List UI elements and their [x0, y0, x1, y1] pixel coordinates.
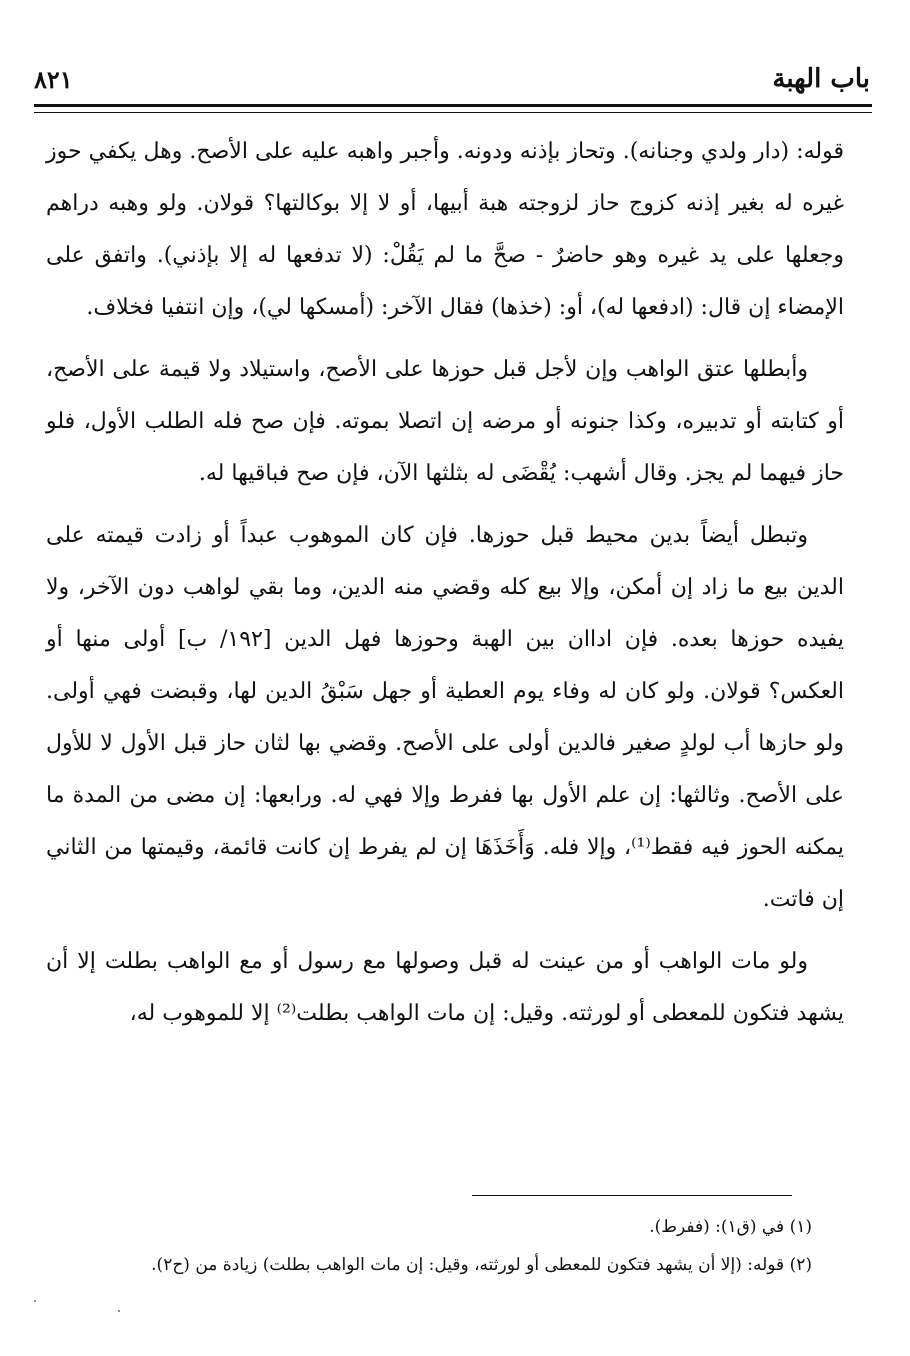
main-text — [46, 126, 844, 1050]
scan-speck — [118, 1310, 120, 1312]
footnote: (٢) قوله: (إلا أن يشهد فتكون للمعطى أو لورثته، وقيل: إن مات الواهب بطلت) زيادة من (ح٢). — [151, 1255, 812, 1275]
header-rule-thin — [34, 112, 872, 113]
paragraph: قوله: (دار ولدي وجنانه). وتحاز بإذنه ودونه. وأجبر واهبه عليه على الأصح. وهل يكفي حوز غيره له بغير إذنه كزوج حاز لزوجته هبة أبيها، أو لا إلا بوكالتها؟ قولان. ولو وهبه دراهم وجعلها على يد غيره وهو حاضرٌ - صحَّ ما لم يَقُلْ: (لا تدفعها له إلا بإذني). واتفق على الإمضاء إن قال: (ادفعها له)، أو: (خذها) فقال الآخر: (أمسكها لي)، وإن انتفيا فخلاف. — [46, 139, 844, 320]
page-number: ٨٢١ — [34, 65, 73, 94]
paragraph: ولو مات الواهب أو من عينت له قبل وصولها مع رسول أو مع الواهب بطلت إلا أن يشهد فتكون للمعطى أو لورثته. وقيل: إن مات الواهب بطلت⁽²⁾ إلا للموهوب له، — [46, 949, 844, 1026]
footnotes — [46, 1208, 812, 1284]
scan-speck — [34, 1300, 36, 1302]
paragraph: وأبطلها عتق الواهب وإن لأجل قبل حوزها على الأصح، واستيلاد ولا قيمة على الأصح، أو كتابته أو تدبيره، وكذا جنونه أو مرضه إن اتصلا بموته. فإن صح فله الطلب الأول، فلو حاز فيهما لم يجز. وقال أشهب: يُقْضَى له بثلثها الآن، فإن صح فباقيها له. — [46, 357, 844, 486]
paragraph: وتبطل أيضاً بدين محيط قبل حوزها. فإن كان الموهوب عبداً أو زادت قيمته على الدين بيع ما زاد إن أمكن، وإلا بيع كله وقضي منه الدين، وما بقي لواهب دون الآخر، ولا يفيده حوزها بعده. فإن اداان بين الهبة وحوزها فهل الدين [١٩٢/ ب] أولى منها أو العكس؟ قولان. ولو كان له وفاء يوم العطية أو جهل سَبْقُ الدين لها، وقبضت فهي أولى. ولو حازها أب لولدٍ صغير فالدين أولى على الأصح. وقضي بها لثان حاز قبل الأول لا للأول على الأصح. وثالثها: إن علم الأول بها ففرط وإلا فهي له. ورابعها: إن مضى من المدة ما يمكنه الحوز فيه فقط⁽¹⁾، وإلا فله. وَأَخَذَهَا إن لم يفرط إن كانت قائمة، وقيمتها من الثاني إن فاتت. — [46, 523, 845, 912]
header-rule-thick — [34, 104, 872, 107]
chapter-title: باب الهبة — [772, 64, 870, 94]
page-header — [34, 58, 870, 94]
footnote: (١) في (ق١): (ففرط). — [649, 1217, 812, 1237]
footnote-separator — [472, 1195, 792, 1196]
